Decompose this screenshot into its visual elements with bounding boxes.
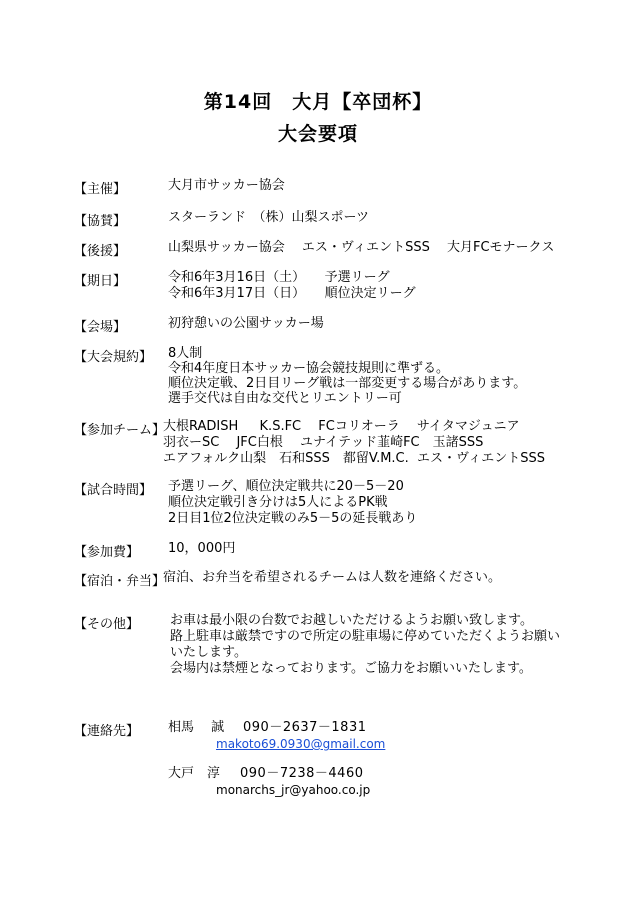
venue-value: 初狩憩いの公園サッカー場 xyxy=(168,316,324,331)
other-line-2: 路上駐車は厳禁ですので所定の駐車場に停めていただくようお願い xyxy=(170,629,561,644)
document-title: 第14回 大月【卒団杯】 xyxy=(203,91,433,113)
fee-label: 【参加費】 xyxy=(74,545,140,560)
sponsor-label: 【協賛】 xyxy=(74,214,127,229)
organizer-value: 大月市サッカー協会 xyxy=(168,178,285,193)
lodging-value: 宿泊、お弁当を希望されるチームは人数を連絡ください。 xyxy=(163,570,502,585)
contact-1-phone: 090－2637－1831 xyxy=(243,720,367,735)
document-subtitle: 大会要項 xyxy=(277,123,358,145)
match-time-line-2: 順位決定戦引き分けは5人によるPK戦 xyxy=(168,495,388,510)
teams-line-1: 大根RADISH K.S.FC FCコリオーラ サイタマジュニア xyxy=(163,419,520,434)
contact-label: 【連絡先】 xyxy=(74,724,140,739)
rules-line-2: 令和4年度日本サッカー協会競技規則に準ずる。 xyxy=(168,361,450,376)
other-label: 【その他】 xyxy=(74,617,140,632)
other-line-1: お車は最小限の台数でお越しいただけるようお願い致します。 xyxy=(170,613,533,628)
other-line-4: 会場内は禁煙となっております。ご協力をお願いいたします。 xyxy=(170,661,532,676)
venue-label: 【会場】 xyxy=(74,320,127,335)
rules-line-3: 順位決定戦、2日目リーグ戦は一部変更する場合があります。 xyxy=(168,376,527,391)
match-time-line-3: 2日目1位2位決定戦のみ5－5の延長戦あり xyxy=(168,511,418,526)
contact-2-email: monarchs_jr@yahoo.co.jp xyxy=(216,783,371,797)
match-time-line-1: 予選リーグ、順位決定戦共に20－5－20 xyxy=(168,479,404,494)
lodging-label: 【宿泊・弁当】 xyxy=(74,574,166,589)
other-line-3: いたします。 xyxy=(170,645,247,660)
contact-2-name: 大戸 淳 xyxy=(168,766,221,781)
match-time-label: 【試合時間】 xyxy=(74,483,153,498)
teams-line-2: 羽衣ーSC JFC白根 ユナイテッド韮崎FC 玉諸SSS xyxy=(163,435,484,450)
rules-line-1: 8人制 xyxy=(168,346,203,361)
rules-line-4: 選手交代は自由な交代とリエントリー可 xyxy=(168,391,402,406)
period-line-2: 令和6年3月17日（日） 順位決定リーグ xyxy=(168,286,416,301)
period-label: 【期日】 xyxy=(74,274,127,289)
contact-1-name: 相馬 誠 xyxy=(168,720,225,735)
contact-2-phone: 090－7238－4460 xyxy=(240,766,364,781)
contact-1-email-link[interactable]: makoto69.0930@gmail.com xyxy=(216,737,386,751)
fee-value: 10，000円 xyxy=(168,541,236,556)
teams-label: 【参加チーム】 xyxy=(74,423,166,438)
organizer-label: 【主催】 xyxy=(74,182,127,197)
sponsor-value: スターランド （株）山梨スポーツ xyxy=(168,210,369,225)
support-label: 【後援】 xyxy=(74,244,127,259)
period-line-1: 令和6年3月16日（土） 予選リーグ xyxy=(168,270,390,285)
support-value: 山梨県サッカー協会 エス・ヴィエントSSS 大月FCモナークス xyxy=(168,240,555,255)
rules-label: 【大会規約】 xyxy=(74,350,153,365)
teams-line-3: エアフォルク山梨 石和SSS 都留V.M.C. エス・ヴィエントSSS xyxy=(163,451,545,466)
